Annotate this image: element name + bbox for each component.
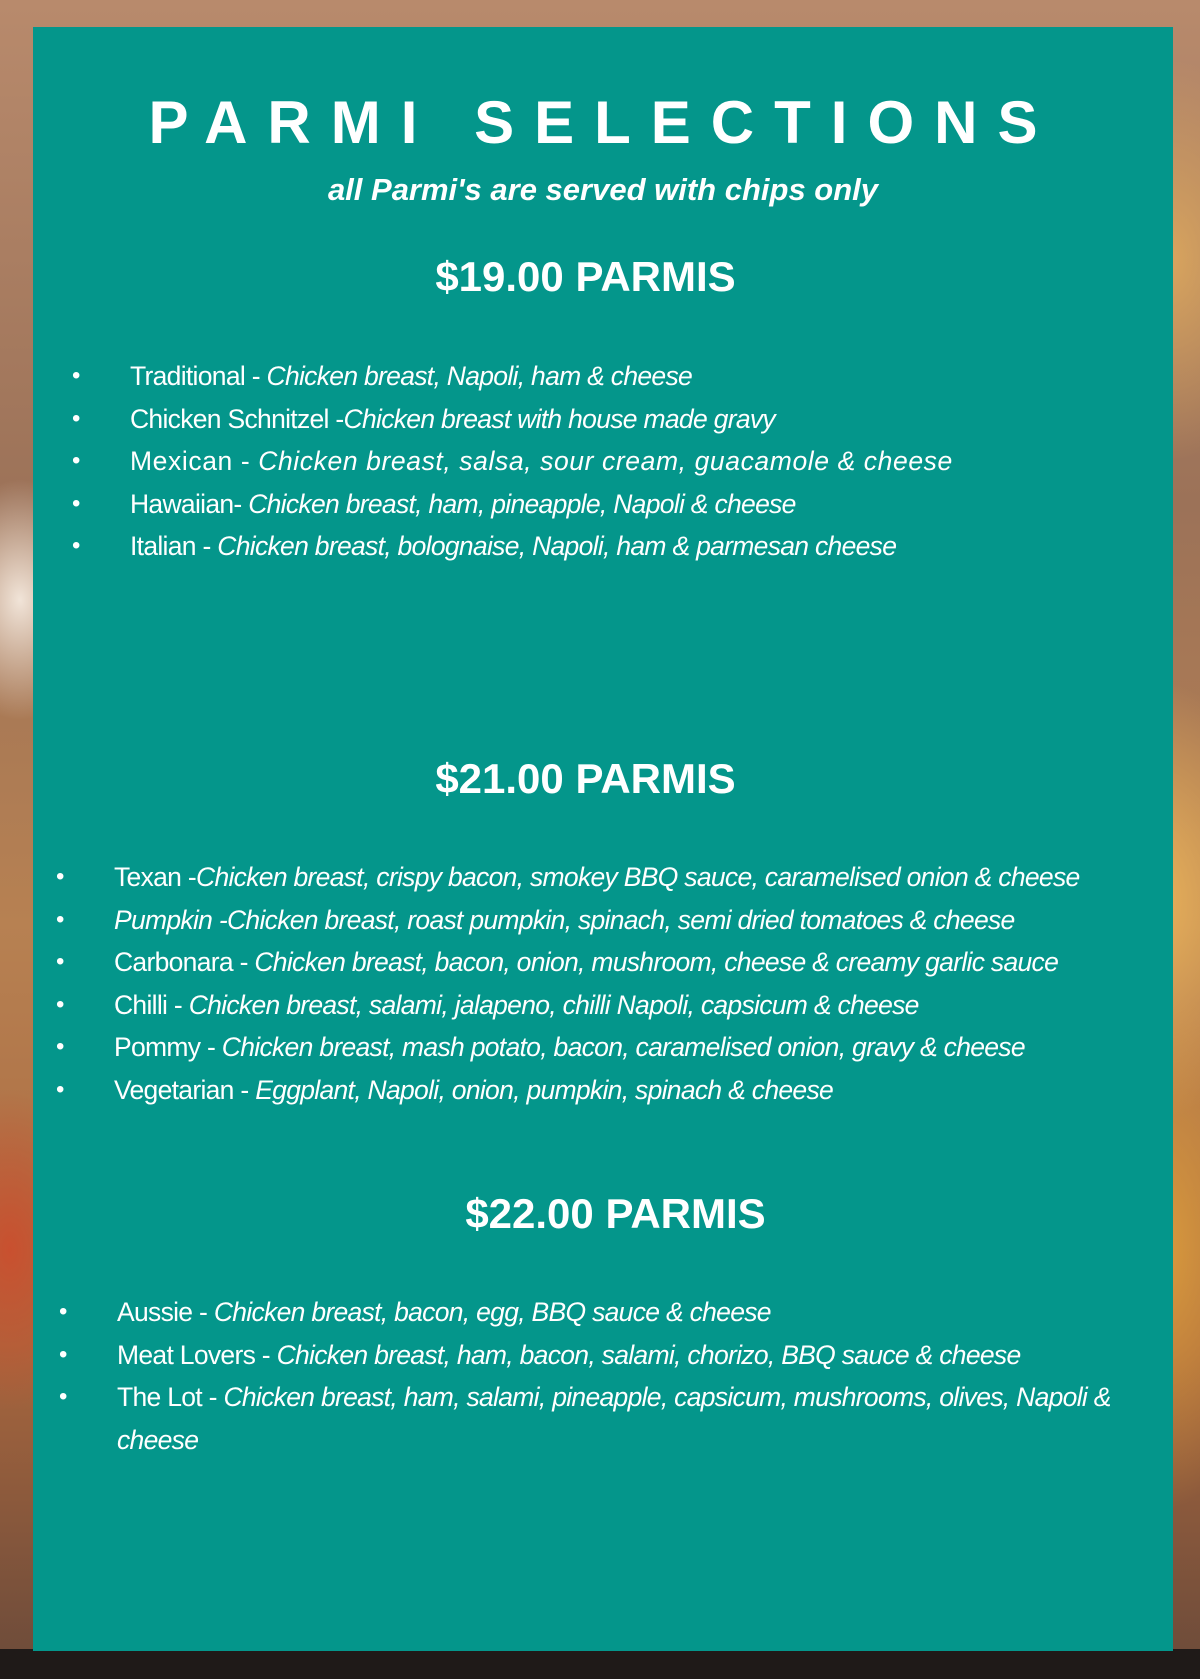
item-name: Pumpkin - (114, 904, 227, 935)
item-name: Mexican - (130, 446, 251, 476)
list-item (56, 899, 1080, 942)
item-description: Chicken breast, ham, salami, pineapple, capsicum, mushrooms, olives, Napoli & cheese (117, 1382, 1111, 1455)
item-description: Chicken breast, salsa, sour cream, guacamole & cheese (258, 446, 953, 476)
item-description: Chicken breast, mash potato, bacon, caramelised onion, gravy & cheese (221, 1032, 1025, 1062)
item-description: Chicken breast, ham, pineapple, Napoli & cheese (248, 488, 796, 519)
section-heading: $22.00 PARMIS (465, 1190, 766, 1237)
list-item (56, 1069, 1080, 1112)
item-description: Chicken breast, roast pumpkin, spinach, semi dried tomatoes & cheese (227, 904, 1015, 935)
item-description: Chicken breast, bacon, onion, mushroom, cheese & creamy garlic sauce (254, 947, 1059, 977)
item-name: Carbonara - (114, 947, 248, 977)
item-description: Chicken breast, ham, bacon, salami, chorizo, BBQ sauce & cheese (276, 1339, 1021, 1370)
item-name: Hawaiian- (130, 488, 242, 519)
item-list (56, 856, 1080, 1111)
list-item (72, 398, 953, 441)
list-item (56, 1026, 1080, 1069)
list-item (56, 941, 1080, 984)
item-description: Chicken breast with house made gravy (343, 403, 775, 434)
item-description: Chicken breast, Napoli, ham & cheese (266, 361, 693, 391)
item-name: Texan - (114, 862, 197, 892)
item-description: Chicken breast, crispy bacon, smokey BBQ sauce, caramelised onion & cheese (196, 862, 1080, 892)
photo-bottom-edge (0, 1649, 1200, 1679)
item-name: Pommy - (114, 1032, 216, 1062)
list-item (56, 856, 1080, 899)
list-item (56, 984, 1080, 1027)
item-name: Vegetarian - (114, 1074, 249, 1105)
menu-subtitle: all Parmi's are served with chips only (327, 172, 879, 207)
item-description: Eggplant, Napoli, onion, pumpkin, spinach & cheese (255, 1074, 834, 1105)
section-heading: $21.00 PARMIS (435, 755, 736, 802)
list-item (72, 483, 953, 526)
section-heading: $19.00 PARMIS (435, 253, 736, 300)
item-description: Chicken breast, salami, jalapeno, chilli Napoli, capsicum & cheese (188, 989, 919, 1020)
list-item (72, 525, 953, 568)
item-list (72, 355, 953, 568)
list-item (72, 355, 953, 398)
item-name: Italian - (130, 531, 211, 561)
item-name: Meat Lovers - (117, 1339, 270, 1370)
list-item (72, 440, 953, 483)
list-item (59, 1291, 1163, 1334)
item-name: The Lot - (117, 1382, 217, 1412)
item-description: Chicken breast, bolognaise, Napoli, ham & parmesan cheese (217, 531, 897, 561)
item-list (59, 1291, 1163, 1461)
item-name: Chilli - (114, 989, 183, 1020)
item-name: Traditional - (130, 361, 260, 391)
list-item (59, 1334, 1163, 1377)
menu-title: PARMI SELECTIONS (148, 89, 1058, 156)
item-name: Chicken Schnitzel - (130, 403, 344, 434)
menu-panel (33, 27, 1173, 1651)
item-description: Chicken breast, bacon, egg, BBQ sauce & cheese (213, 1297, 771, 1327)
item-name: Aussie - (117, 1297, 208, 1327)
list-item (59, 1376, 1163, 1461)
